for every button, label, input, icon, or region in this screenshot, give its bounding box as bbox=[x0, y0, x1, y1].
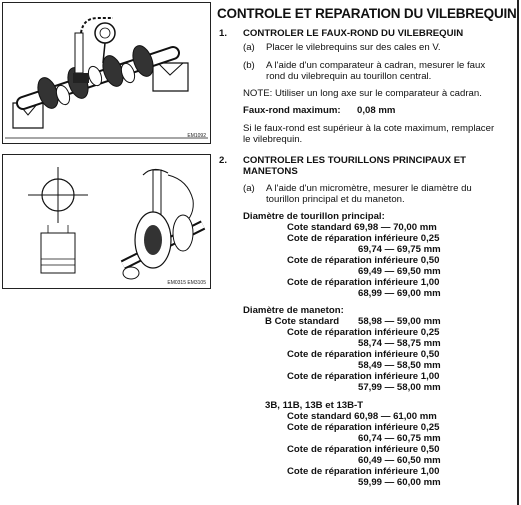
crankpin-group2-line: Cote de réparation inférieure 0,25 bbox=[287, 422, 440, 433]
crankpin-group2-line: Cote de réparation inférieure 0,50 bbox=[287, 444, 440, 455]
section-1-step-b-label: (b) bbox=[243, 60, 255, 71]
section-2-heading-line2: MANETONS bbox=[243, 166, 298, 177]
section-1-step-a-text: Placer le vilebrequins sur des cales en V. bbox=[266, 42, 441, 53]
journal-line: Cote de réparation inférieure 0,50 bbox=[287, 255, 440, 266]
journal-line: 69,49 — 69,50 mm bbox=[358, 266, 441, 277]
journal-line: 69,74 — 69,75 mm bbox=[358, 244, 441, 255]
section-1-note: NOTE: Utiliser un long axe sur le comparateur à cadran. bbox=[243, 88, 482, 99]
page-edge-divider bbox=[517, 0, 519, 505]
crankpin-group2-line: 60,49 — 60,50 mm bbox=[358, 455, 441, 466]
crankpin-group2-label: 3B, 11B, 13B et 13B-T bbox=[265, 400, 364, 411]
page-title: CONTROLE ET REPARATION DU VILEBREQUIN bbox=[217, 6, 517, 21]
section-2-step-a-label: (a) bbox=[243, 183, 255, 194]
section-2-step-a-line2: tourillon principal et du maneton. bbox=[266, 194, 405, 205]
crankpin-b-line: 58,49 — 58,50 mm bbox=[358, 360, 441, 371]
crankpin-diameter-label: Diamètre de maneton: bbox=[243, 305, 344, 316]
section-1-step-b-line1: A l'aide d'un comparateur à cadran, mesurer le faux bbox=[266, 60, 486, 71]
crankpin-b-std-value: 58,98 — 59,00 mm bbox=[358, 316, 441, 327]
figure-crankshaft-runout bbox=[2, 2, 211, 144]
section-1-number: 1. bbox=[219, 28, 228, 39]
journal-line: Cote de réparation inférieure 1,00 bbox=[287, 277, 440, 288]
journal-diameter-label: Diamètre de tourillon principal: bbox=[243, 211, 385, 222]
section-2-heading-line1: CONTROLER LES TOURILLONS PRINCIPAUX ET bbox=[243, 155, 466, 166]
crankpin-b-line: Cote de réparation inférieure 0,25 bbox=[287, 327, 440, 338]
crankshaft-runout-illustration bbox=[3, 3, 210, 143]
section-1-after-line2: le vilebrequin. bbox=[243, 134, 303, 145]
section-2-number: 2. bbox=[219, 155, 228, 166]
section-1-heading: CONTROLER LE FAUX-ROND DU VILEBREQUIN bbox=[243, 28, 464, 39]
section-2-step-a-line1: A l'aide d'un micromètre, mesurer le diamètre du bbox=[266, 183, 472, 194]
crankpin-group2-line: Cote standard 60,98 — 61,00 mm bbox=[287, 411, 437, 422]
crankpin-b-std-label: B Cote standard bbox=[265, 316, 340, 327]
journal-line: 68,99 — 69,00 mm bbox=[358, 288, 441, 299]
figure-code-2: EM0315 EM3105 bbox=[167, 280, 206, 286]
section-1-after-line1: Si le faux-rond est supérieur à la cote maximum, remplacer bbox=[243, 123, 495, 134]
journal-line: Cote standard 69,98 — 70,00 mm bbox=[287, 222, 437, 233]
crankpin-b-line: Cote de réparation inférieure 1,00 bbox=[287, 371, 440, 382]
figure-journal-measurement bbox=[2, 154, 211, 289]
section-1-step-b-line2: rond du vilebrequin au tourillon central. bbox=[266, 71, 432, 82]
crankpin-group2-line: 60,74 — 60,75 mm bbox=[358, 433, 441, 444]
runout-max-value: 0,08 mm bbox=[357, 105, 396, 116]
crankpin-group2-line: Cote de réparation inférieure 1,00 bbox=[287, 466, 440, 477]
crankpin-b-line: Cote de réparation inférieure 0,50 bbox=[287, 349, 440, 360]
journal-measurement-illustration bbox=[3, 155, 210, 288]
crankpin-b-line: 58,74 — 58,75 mm bbox=[358, 338, 441, 349]
crankpin-group2-line: 59,99 — 60,00 mm bbox=[358, 477, 441, 488]
crankpin-b-line: 57,99 — 58,00 mm bbox=[358, 382, 441, 393]
figure-code-1: EM1092 bbox=[187, 133, 206, 139]
journal-line: Cote de réparation inférieure 0,25 bbox=[287, 233, 440, 244]
section-1-step-a-label: (a) bbox=[243, 42, 255, 53]
runout-max-label: Faux-rond maximum: bbox=[243, 105, 341, 116]
